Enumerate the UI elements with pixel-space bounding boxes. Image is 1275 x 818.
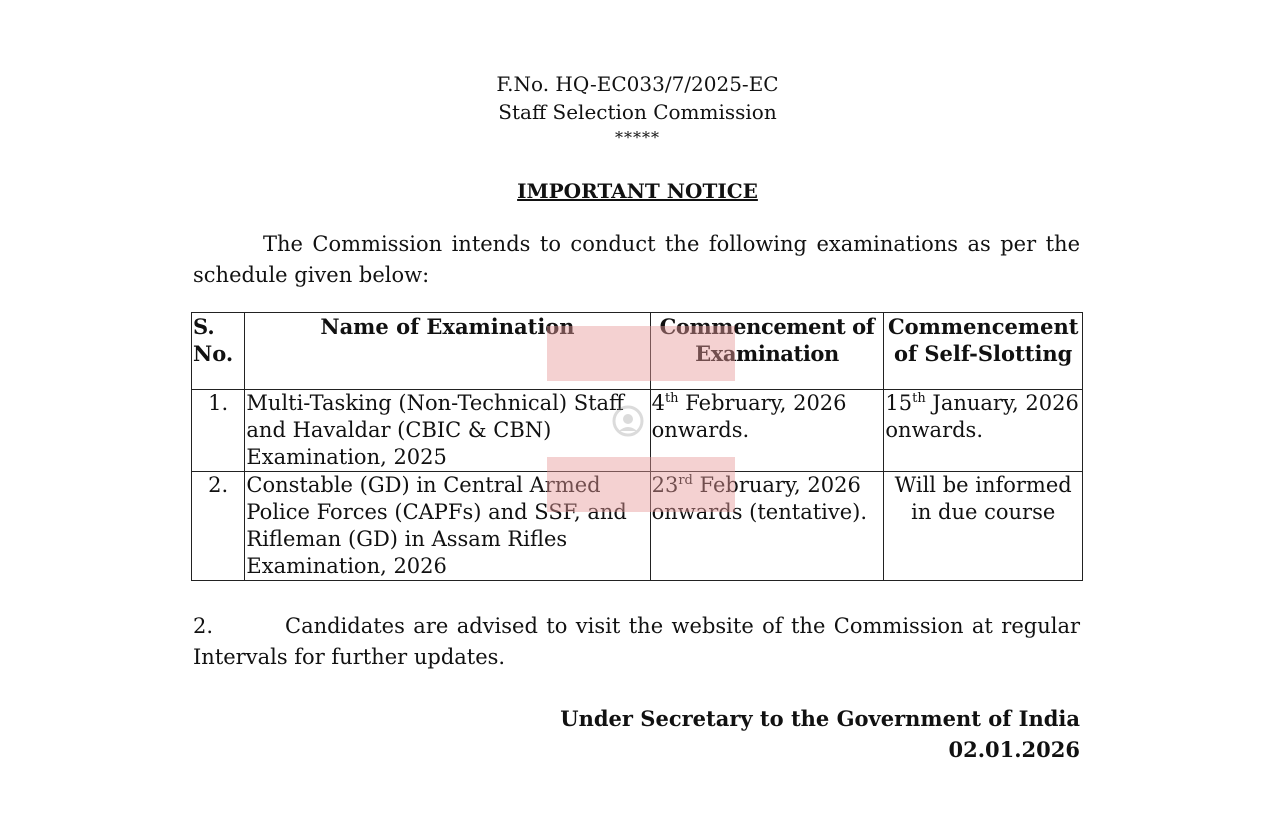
header-slot-commencement: Commencement of Self-Slotting xyxy=(884,313,1083,390)
advice-paragraph xyxy=(193,611,1080,673)
row-slot-date xyxy=(884,390,1083,472)
notice-date: 02.01.2026 xyxy=(948,737,1080,762)
row-slot-date: Will be informed in due course xyxy=(884,472,1083,581)
exam-date-day: 4 xyxy=(651,391,665,415)
notice-title: IMPORTANT NOTICE xyxy=(517,179,758,203)
exam-date-day: 23 xyxy=(651,473,679,497)
slot-date-rest: January, 2026 onwards. xyxy=(885,391,1079,442)
organization-name: Staff Selection Commission xyxy=(498,100,777,124)
row-sno: 2. xyxy=(192,472,245,581)
separator-stars: ***** xyxy=(615,128,660,147)
exam-date-suffix: th xyxy=(664,391,679,406)
row-exam-name: Constable (GD) in Central Armed Police Forces (CAPFs) and SSF, and Rifleman (GD) in Assam Rifles Examination, 2026 xyxy=(245,472,650,581)
file-number: F.No. HQ-EC033/7/2025-EC xyxy=(496,72,779,96)
watermark-icon xyxy=(611,404,645,438)
advice-text: Candidates are advised to visit the website of the Commission at regular Intervals for further updates. xyxy=(193,614,1080,669)
row-exam-name: Multi-Tasking (Non-Technical) Staff and Havaldar (CBIC & CBN) Examination, 2025 xyxy=(245,390,650,472)
exam-date-suffix: rd xyxy=(678,473,693,488)
header-sno: S. No. xyxy=(192,313,245,390)
watermark-block-top xyxy=(547,326,735,381)
signatory-designation: Under Secretary to the Government of India xyxy=(560,706,1080,731)
header-exam-name: Name of Examination xyxy=(245,313,650,390)
row-sno: 1. xyxy=(192,390,245,472)
advice-number: 2. xyxy=(193,614,214,638)
slot-date-suffix: th xyxy=(912,391,926,406)
intro-paragraph: The Commission intends to conduct the following examinations as per the schedule given below: xyxy=(193,232,1080,287)
slot-date-day: 15 xyxy=(885,391,913,415)
exam-date-rest: February, 2026 onwards (tentative). xyxy=(651,473,868,524)
exam-date-rest: February, 2026 onwards. xyxy=(651,391,847,442)
watermark-block-bottom xyxy=(547,457,735,512)
header-exam-commencement-text: Commencement of Examination xyxy=(659,314,875,366)
